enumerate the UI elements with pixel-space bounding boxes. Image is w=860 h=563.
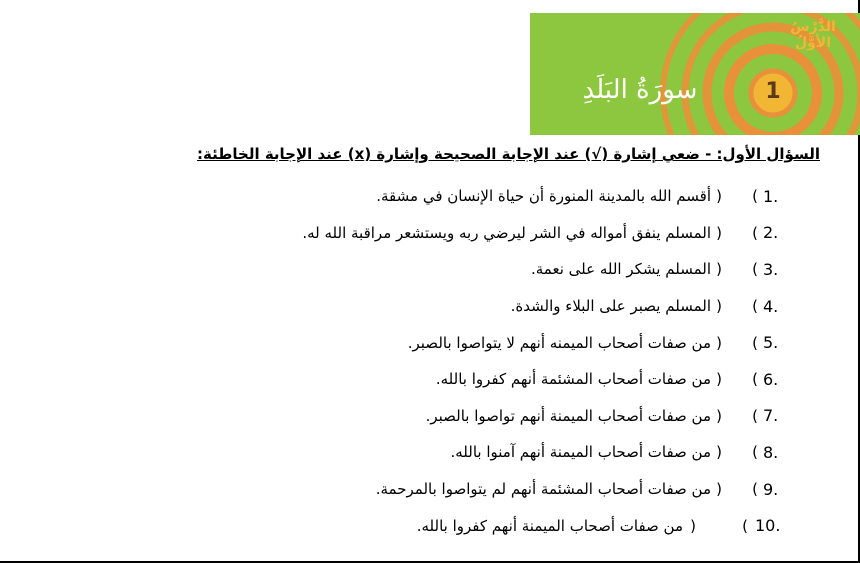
item-text: المسلم يشكر الله على نعمة. — [531, 260, 711, 279]
item-text: المسلم ينفق أمواله في الشر ليرضي ربه ويستشعر مراقبة الله له. — [302, 223, 711, 242]
item-number: 9. — [763, 479, 779, 499]
list-item — [233, 251, 793, 288]
surah-title: سورَةُ البَلَدِ — [582, 75, 698, 105]
list-item — [233, 398, 793, 435]
item-text: من صفات أصحاب الميمنة أنهم آمنوا بالله. — [450, 443, 711, 462]
item-number: 1. — [763, 186, 779, 206]
list-item — [233, 288, 793, 325]
answer-box[interactable]: ) ( — [716, 406, 758, 425]
item-number: 8. — [763, 442, 779, 462]
lesson-banner — [530, 13, 860, 135]
question-list — [233, 178, 793, 544]
answer-box[interactable]: ) ( — [716, 260, 758, 279]
item-number: 10. — [755, 516, 781, 536]
item-text: من صفات أصحاب المشئمة أنهم كفروا بالله. — [435, 370, 711, 389]
item-text: من صفات أصحاب الميمنة أنهم كفروا بالله. — [416, 516, 683, 535]
answer-box[interactable]: ) ( — [716, 333, 758, 352]
item-number: 6. — [763, 369, 779, 389]
item-text: من صفات أصحاب الميمنه أنهم لا يتواصوا بالصبر. — [407, 333, 711, 352]
list-item — [233, 215, 793, 252]
list-item — [233, 324, 793, 361]
answer-box[interactable]: ) ( — [716, 480, 758, 499]
list-item — [233, 434, 793, 471]
item-number: 5. — [763, 333, 779, 353]
answer-box[interactable]: ) ( — [716, 370, 758, 389]
list-item — [233, 361, 793, 398]
answer-box[interactable]: ) ( — [690, 516, 748, 535]
item-number: 3. — [763, 259, 779, 279]
item-number: 4. — [763, 296, 779, 316]
question-title: السؤال الأول: - ضعي إشارة (√) عند الإجابة الصحيحة وإشارة (x) عند الإجابة الخاطئة: — [197, 145, 820, 163]
item-text: أقسم الله بالمدينة المنورة أن حياة الإنسان في مشقة. — [376, 187, 711, 206]
answer-box[interactable]: ) ( — [716, 187, 758, 206]
answer-box[interactable]: ) ( — [716, 443, 758, 462]
list-item — [233, 471, 793, 508]
item-number: 7. — [763, 406, 779, 426]
item-text: من صفات أصحاب المشئمة أنهم لم يتواصوا بالمرحمة. — [375, 480, 711, 499]
item-text: من صفات أصحاب الميمنة أنهم تواصوا بالصبر. — [425, 406, 711, 425]
list-item — [233, 507, 793, 544]
answer-box[interactable]: ) ( — [716, 223, 758, 242]
answer-box[interactable]: ) ( — [716, 297, 758, 316]
item-number: 2. — [763, 223, 779, 243]
list-item — [233, 178, 793, 215]
item-text: المسلم يصبر على البلاء والشدة. — [510, 297, 711, 316]
lesson-label: الدَّرْسُ الأوَّلُ — [790, 19, 836, 51]
lesson-number: 1 — [765, 79, 781, 104]
